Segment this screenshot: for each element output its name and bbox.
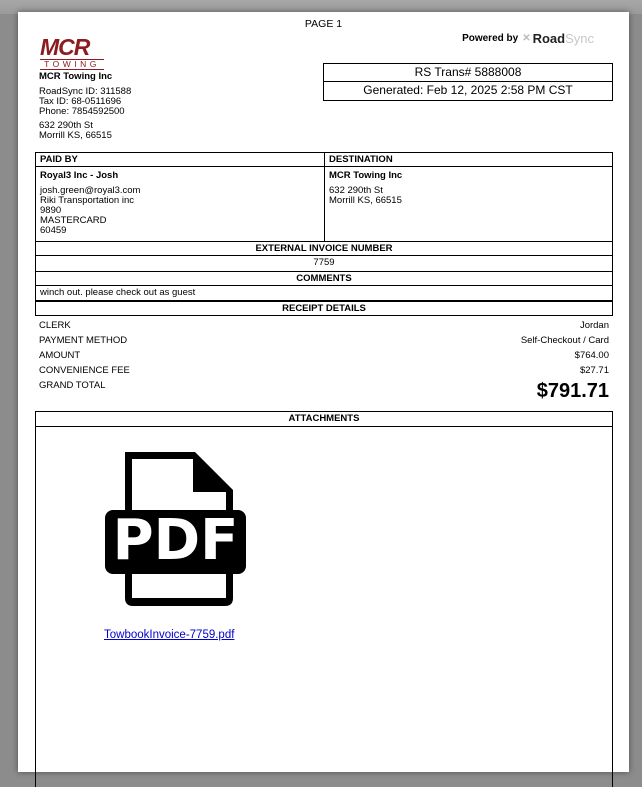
transaction-number: RS Trans# 5888008 (414, 65, 522, 79)
grand-total-row (39, 380, 609, 408)
clerk-value: Jordan (579, 320, 609, 331)
external-invoice-value: 7759 (313, 257, 335, 268)
convenience-fee-row (39, 365, 609, 380)
payer-zip: 60459 (40, 225, 67, 236)
convenience-fee-value: $27.71 (579, 365, 609, 376)
company-phone: Phone: 7854592500 (39, 106, 125, 117)
payment-method-row (39, 335, 609, 350)
page-number: PAGE 1 (304, 18, 343, 30)
logo-text: MCR (40, 34, 90, 60)
receipt-details-header-box (35, 301, 613, 316)
receipt-page (18, 12, 629, 772)
clerk-row (39, 320, 609, 335)
roadsync-id: RoadSync ID: 311588 (39, 86, 132, 97)
generated-timestamp: Generated: Feb 12, 2025 2:58 PM CST (324, 81, 612, 99)
receipt-details-header: RECEIPT DETAILS (282, 303, 366, 314)
external-invoice-section (35, 241, 613, 272)
roadsync-brand-accent: Sync (565, 31, 594, 46)
destination-header: DESTINATION (325, 153, 612, 167)
transaction-box (323, 63, 613, 101)
paid-by-destination-table (35, 152, 613, 242)
comments-text: winch out. please check out as guest (40, 287, 196, 298)
grand-total-value: $791.71 (536, 380, 609, 402)
pdf-file-icon[interactable] (103, 448, 248, 610)
external-invoice-header: EXTERNAL INVOICE NUMBER (36, 242, 612, 256)
roadsync-brand-main: Road (532, 31, 566, 46)
payer-code: 9890 (40, 205, 62, 216)
convenience-fee-label: CONVENIENCE FEE (39, 365, 130, 376)
payer-card: MASTERCARD (40, 215, 107, 226)
payer-name: Royal3 Inc - Josh (40, 170, 119, 181)
destination-name: MCR Towing Inc (329, 170, 403, 181)
destination-street: 632 290th St (329, 185, 383, 196)
company-info (39, 72, 131, 141)
amount-label: AMOUNT (39, 350, 81, 361)
roadsync-logo (522, 31, 594, 46)
paid-by-column (36, 153, 325, 241)
comments-section (35, 271, 613, 301)
pdf-icon-text: PDF (112, 508, 239, 573)
roadsync-mark-icon: ✕ (522, 33, 531, 44)
payment-method-label: PAYMENT METHOD (39, 335, 128, 346)
powered-by (462, 31, 594, 46)
clerk-label: CLERK (39, 320, 71, 331)
grand-total-label: GRAND TOTAL (39, 380, 106, 391)
destination-city: Morrill KS, 66515 (329, 195, 402, 206)
attachment-link[interactable]: TowbookInvoice-7759.pdf (104, 629, 235, 641)
comments-header: COMMENTS (36, 272, 612, 286)
company-name: MCR Towing Inc (39, 71, 113, 82)
paid-by-header: PAID BY (36, 153, 324, 167)
receipt-details (39, 320, 609, 410)
powered-by-label: Powered by (462, 33, 519, 44)
amount-value: $764.00 (574, 350, 609, 361)
attachments-header-box (35, 411, 613, 427)
company-street: 632 290th St (39, 120, 93, 131)
payer-email: josh.green@royal3.com (40, 185, 141, 196)
payment-method-value: Self-Checkout / Card (520, 335, 609, 346)
payer-company: Riki Transportation inc (40, 195, 134, 206)
destination-column (325, 153, 612, 241)
attachments-header: ATTACHMENTS (288, 413, 360, 424)
logo-subtext: TOWING (40, 59, 104, 70)
company-logo (40, 36, 104, 70)
company-city: Morrill KS, 66515 (39, 130, 112, 141)
amount-row (39, 350, 609, 365)
tax-id: Tax ID: 68-0511696 (39, 96, 122, 107)
